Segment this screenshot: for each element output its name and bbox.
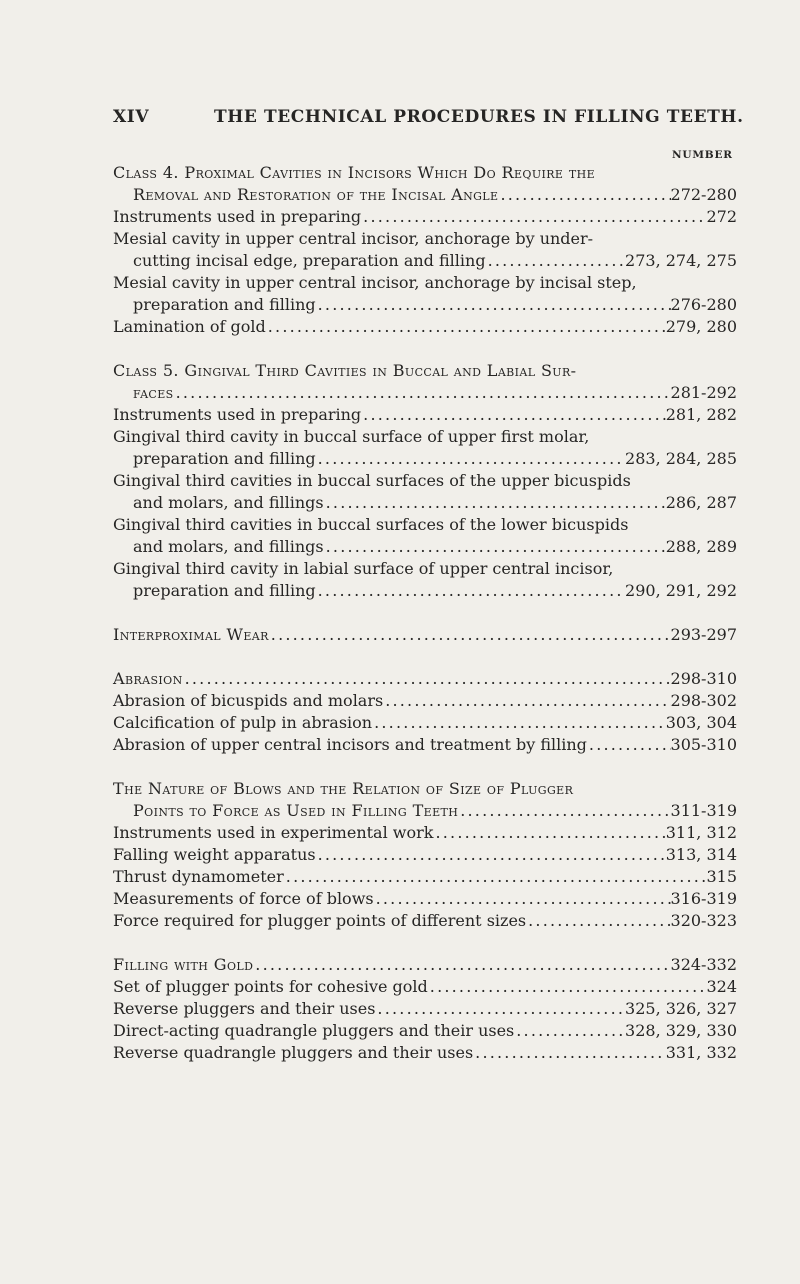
entry-text: Direct-acting quadrangle pluggers and their uses: [113, 1021, 515, 1040]
entry-text: Abrasion: [113, 669, 183, 688]
entry-text: Interproximal Wear: [113, 625, 269, 644]
page-number: 324: [706, 977, 737, 996]
dot-leader: [324, 492, 666, 514]
page-number: 276-280: [670, 295, 737, 314]
contents-entry-line: [113, 448, 737, 470]
entry-text: cutting incisal edge, preparation and filling: [133, 251, 486, 270]
entry-text: preparation and filling: [133, 581, 316, 600]
page-number: 315: [706, 867, 737, 886]
dot-leader: [266, 316, 666, 338]
entry-text: Force required for plugger points of different sizes: [113, 911, 527, 930]
entry-text: Class 5. Gingival Third Cavities in Buccal and Labial Sur-: [113, 361, 577, 380]
dot-leader: [526, 910, 670, 932]
contents-entry-line: [113, 294, 737, 316]
contents-entry-line: [113, 712, 737, 734]
entry-text: Instruments used in experimental work: [113, 823, 434, 842]
contents-entry-line: [113, 426, 737, 448]
dot-leader: [433, 822, 665, 844]
entry-text: and molars, and fillings: [133, 493, 324, 512]
dot-leader: [514, 1020, 625, 1042]
table-of-contents: [113, 162, 737, 1064]
dot-leader: [284, 866, 707, 888]
entry-text: The Nature of Blows and the Relation of Size of Plugger: [113, 779, 574, 798]
page-number: 311-319: [670, 801, 737, 820]
contents-entry-line: [113, 316, 737, 338]
dot-leader: [375, 998, 625, 1020]
entry-text: Gingival third cavities in buccal surfaces of the lower bicuspids: [113, 515, 629, 534]
page-number: 298-310: [670, 669, 737, 688]
contents-entry-line: [113, 470, 737, 492]
entry-text: preparation and filling: [133, 449, 316, 468]
page-number: 303, 304: [665, 713, 737, 732]
page-number: 293-297: [670, 625, 737, 644]
contents-section: [113, 360, 737, 602]
contents-heading-line: [113, 382, 737, 404]
page-number: 313, 314: [665, 845, 737, 864]
contents-entry-line: [113, 536, 737, 558]
entry-text: Set of plugger points for cohesive gold: [113, 977, 428, 996]
dot-leader: [183, 668, 671, 690]
running-title: THE TECHNICAL PROCEDURES IN FILLING TEETH.: [214, 107, 744, 127]
contents-heading-line: [113, 184, 737, 206]
contents-entry-line: [113, 206, 737, 228]
page-number: 283, 284, 285: [625, 449, 737, 468]
page-number: 325, 326, 327: [625, 999, 737, 1018]
page-number: 316-319: [670, 889, 737, 908]
dot-leader: [316, 580, 625, 602]
dot-leader: [174, 382, 671, 404]
contents-section: [113, 778, 737, 932]
dot-leader: [458, 800, 670, 822]
contents-entry-line: [113, 998, 737, 1020]
entry-text: Points to Force as Used in Filling Teeth: [133, 801, 459, 820]
entry-text: Lamination of gold: [113, 317, 266, 336]
contents-entry-line: [113, 1042, 737, 1064]
contents-heading-line: [113, 668, 737, 690]
page-number: 331, 332: [665, 1043, 737, 1062]
contents-entry-line: [113, 690, 737, 712]
contents-heading-line: [113, 800, 737, 822]
contents-heading-line: [113, 954, 737, 976]
contents-entry-line: [113, 514, 737, 536]
contents-section: [113, 624, 737, 646]
entry-text: Thrust dynamometer: [113, 867, 284, 886]
entry-text: Falling weight apparatus: [113, 845, 316, 864]
page-number: 286, 287: [665, 493, 737, 512]
contents-entry-line: [113, 272, 737, 294]
dot-leader: [486, 250, 625, 272]
dot-leader: [383, 690, 670, 712]
entry-text: Reverse pluggers and their uses: [113, 999, 376, 1018]
page-number: 298-302: [670, 691, 737, 710]
dot-leader: [316, 448, 625, 470]
contents-section: [113, 954, 737, 1064]
entry-text: Mesial cavity in upper central incisor, anchorage by under-: [113, 229, 594, 248]
contents-heading-line: [113, 360, 737, 382]
dot-leader: [473, 1042, 666, 1064]
contents-entry-line: [113, 976, 737, 998]
dot-leader: [324, 536, 666, 558]
dot-leader: [361, 206, 706, 228]
entry-text: Measurements of force of blows: [113, 889, 374, 908]
contents-entry-line: [113, 910, 737, 932]
dot-leader: [374, 888, 671, 910]
page-number: 328, 329, 330: [625, 1021, 737, 1040]
entry-text: Gingival third cavity in labial surface of upper central incisor,: [113, 559, 614, 578]
entry-text: Calcification of pulp in abrasion: [113, 713, 373, 732]
dot-leader: [498, 184, 670, 206]
contents-entry-line: [113, 250, 737, 272]
contents-entry-line: [113, 492, 737, 514]
entry-text: Instruments used in preparing: [113, 405, 362, 424]
dot-leader: [269, 624, 671, 646]
dot-leader: [253, 954, 670, 976]
entry-text: Mesial cavity in upper central incisor, anchorage by incisal step,: [113, 273, 637, 292]
dot-leader: [428, 976, 707, 998]
contents-entry-line: [113, 866, 737, 888]
page-number: 272-280: [670, 185, 737, 204]
contents-entry-line: [113, 1020, 737, 1042]
dot-leader: [372, 712, 666, 734]
contents-entry-line: [113, 558, 737, 580]
entry-text: preparation and filling: [133, 295, 316, 314]
page-folio: XIV: [113, 107, 150, 127]
contents-entry-line: [113, 844, 737, 866]
dot-leader: [587, 734, 671, 756]
entry-text: Gingival third cavity in buccal surface of upper first molar,: [113, 427, 590, 446]
page-number: 273, 274, 275: [625, 251, 737, 270]
contents-entry-line: [113, 228, 737, 250]
entry-text: Reverse quadrangle pluggers and their uses: [113, 1043, 474, 1062]
contents-section: [113, 162, 737, 338]
entry-text: Abrasion of bicuspids and molars: [113, 691, 384, 710]
contents-entry-line: [113, 888, 737, 910]
contents-entry-line: [113, 822, 737, 844]
contents-entry-line: [113, 734, 737, 756]
dot-leader: [361, 404, 666, 426]
entry-text: Gingival third cavities in buccal surfaces of the upper bicuspids: [113, 471, 631, 490]
running-head: [113, 107, 744, 127]
contents-entry-line: [113, 580, 737, 602]
entry-text: and molars, and fillings: [133, 537, 324, 556]
number-column-label: NUMBER: [672, 149, 733, 161]
entry-text: faces: [133, 383, 174, 402]
page-number: 281-292: [670, 383, 737, 402]
page-number: 288, 289: [665, 537, 737, 556]
page-number: 311, 312: [665, 823, 737, 842]
page-number: 305-310: [670, 735, 737, 754]
page-number: 290, 291, 292: [625, 581, 737, 600]
contents-heading-line: [113, 162, 737, 184]
contents-entry-line: [113, 404, 737, 426]
contents-section: [113, 668, 737, 756]
entry-text: Abrasion of upper central incisors and treatment by filling: [113, 735, 587, 754]
page-number: 272: [706, 207, 737, 226]
entry-text: Removal and Restoration of the Incisal Angle: [133, 185, 499, 204]
entry-text: Instruments used in preparing: [113, 207, 362, 226]
entry-text: Filling with Gold: [113, 955, 254, 974]
page-number: 279, 280: [665, 317, 737, 336]
dot-leader: [316, 294, 671, 316]
contents-heading-line: [113, 778, 737, 800]
page-number: 281, 282: [665, 405, 737, 424]
contents-heading-line: [113, 624, 737, 646]
entry-text: Class 4. Proximal Cavities in Incisors Which Do Require the: [113, 163, 596, 182]
dot-leader: [316, 844, 666, 866]
page-number: 324-332: [670, 955, 737, 974]
page-number: 320-323: [670, 911, 737, 930]
